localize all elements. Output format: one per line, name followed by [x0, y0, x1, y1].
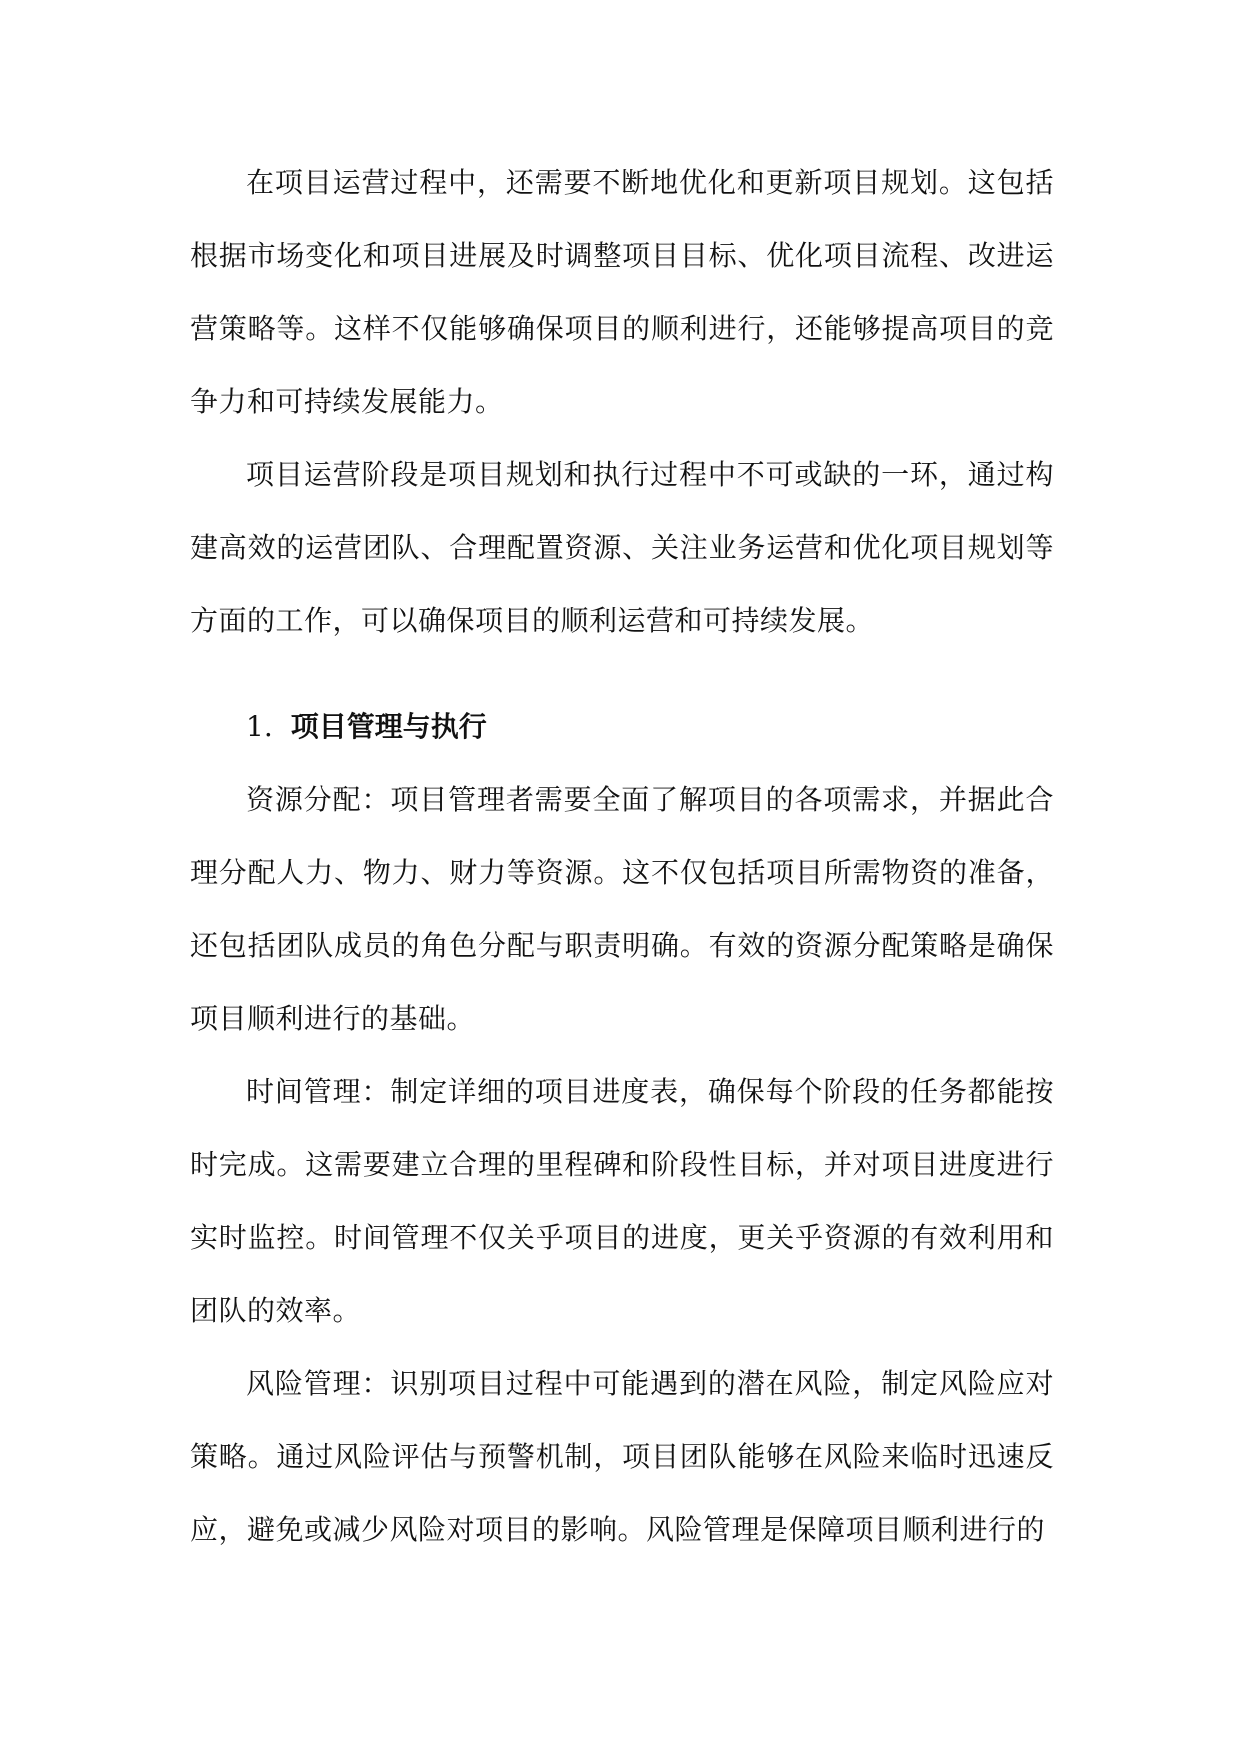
section-title: 项目管理与执行	[290, 710, 487, 743]
paragraph-resource-allocation: 资源分配：项目管理者需要全面了解项目的各项需求，并据此合理分配人力、物力、财力等资源。这不仅包括项目所需物资的准备，还包括团队成员的角色分配与职责明确。有效的资源分配策略是确保项目顺利进行的基础。	[190, 783, 1054, 1035]
paragraph-operations-optimization: 在项目运营过程中，还需要不断地优化和更新项目规划。这包括根据市场变化和项目进展及时调整项目目标、优化项目流程、改进运营策略等。这样不仅能够确保项目的顺利进行，还能够提高项目的竞争力和可持续发展能力。	[190, 166, 1054, 418]
document-body	[190, 146, 1054, 1566]
paragraph-risk-management: 风险管理：识别项目过程中可能遇到的潜在风险，制定风险应对策略。通过风险评估与预警机制，项目团队能够在风险来临时迅速反应，避免或减少风险对项目的影响。风险管理是保障项目顺利进行的	[190, 1367, 1054, 1546]
section-heading	[190, 690, 1054, 763]
paragraph-time-management: 时间管理：制定详细的项目进度表，确保每个阶段的任务都能按时完成。这需要建立合理的里程碑和阶段性目标，并对项目进度进行实时监控。时间管理不仅关乎项目的进度，更关乎资源的有效利用和团队的效率。	[190, 1075, 1054, 1327]
paragraph-operations-summary: 项目运营阶段是项目规划和执行过程中不可或缺的一环，通过构建高效的运营团队、合理配置资源、关注业务运营和优化项目规划等方面的工作，可以确保项目的顺利运营和可持续发展。	[190, 458, 1054, 637]
section-number: 1.	[246, 710, 273, 743]
